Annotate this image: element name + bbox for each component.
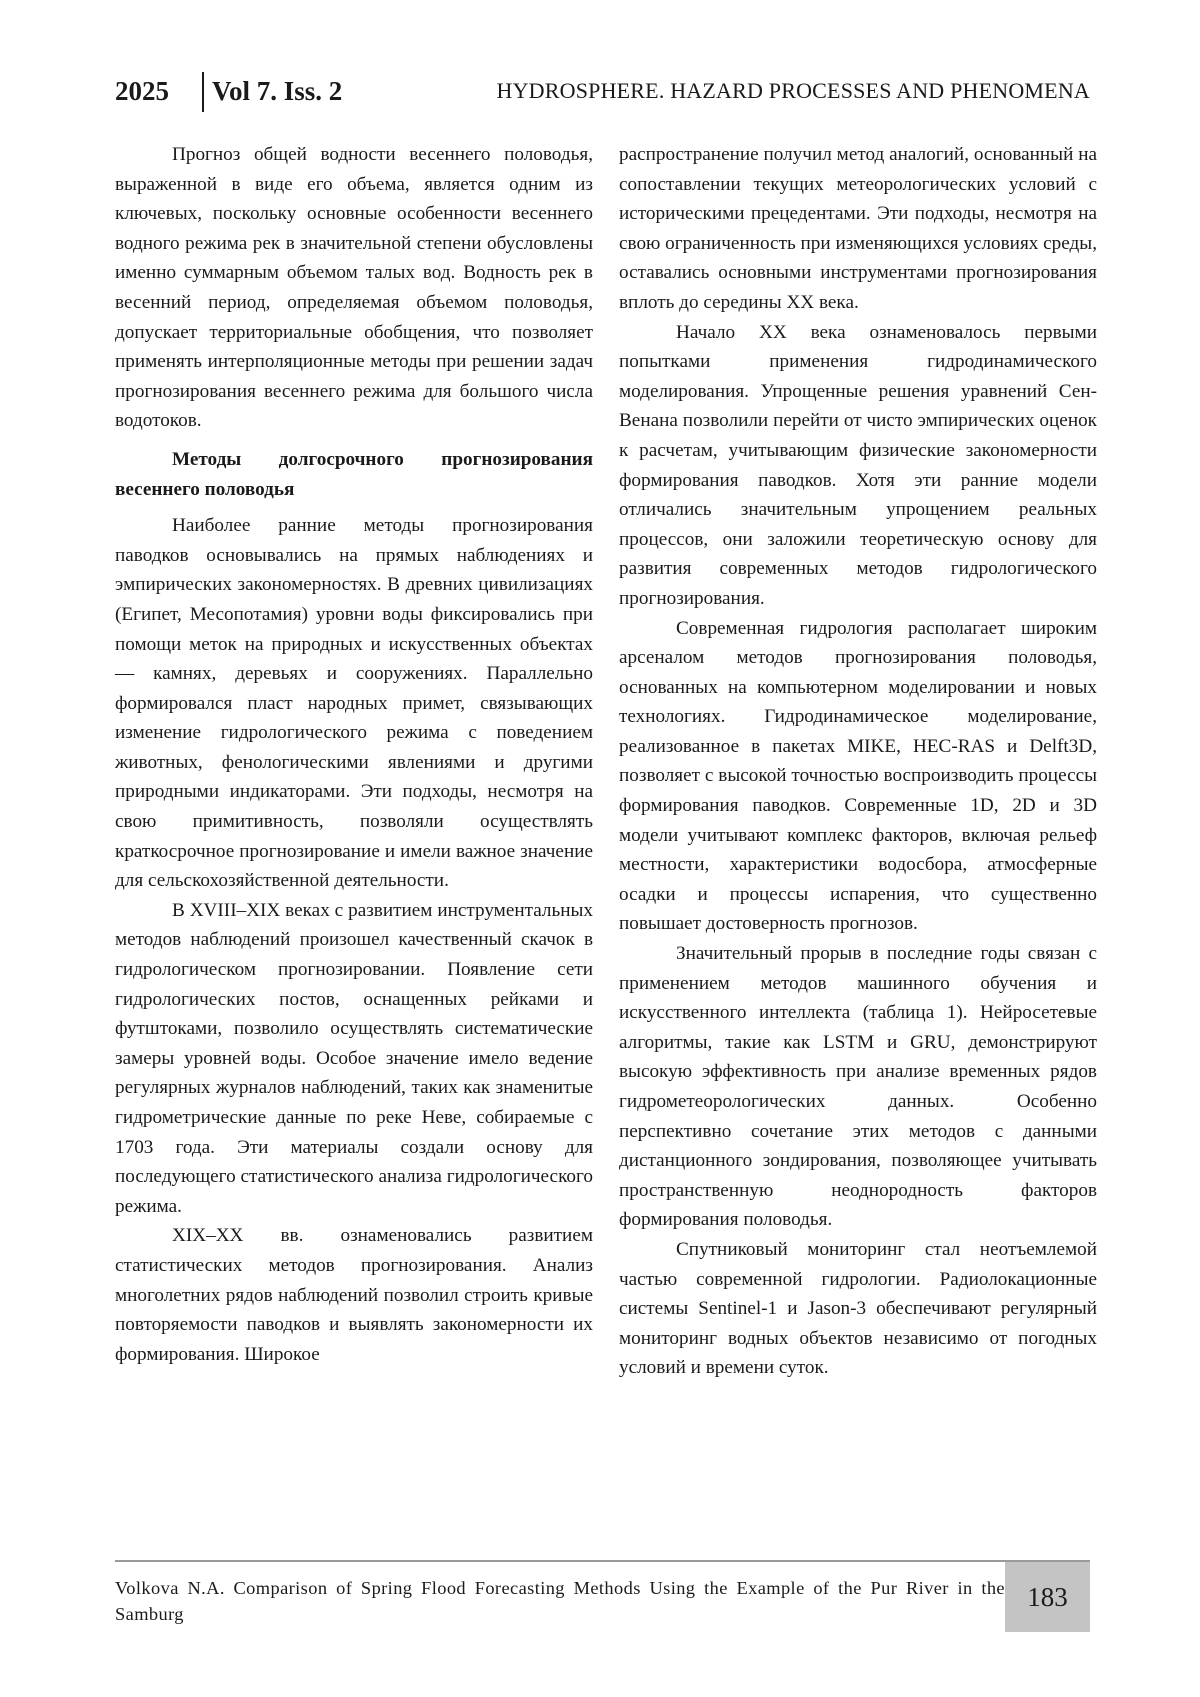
paragraph-satellite-monitoring: Спутниковый мониторинг стал неотъемлемой частью современной гидрологии. Радиолокационные системы Sentinel-1 и Jason-3 обеспечивают регулярный мониторинг водных объектов независимо от погодных условий и времени суток.: [619, 1238, 1097, 1379]
running-header: [115, 72, 1090, 112]
footer-rule: [115, 1560, 1090, 1562]
paragraph-spring-flood-volume: Прогноз общей водности весеннего половодья, выраженной в виде его объема, является одним из ключевых, поскольку основные особенности весеннего водного режима рек в значительной степени обусловлены именно суммарным объемом талых вод. Водность рек в весенний период, определяемая объемом половодья, допускает территориальные обобщения, что позволяет применять интерполяционные методы при решении задач прогнозирования весеннего режима для большого числа водотоков.: [115, 144, 593, 432]
right-column: [619, 140, 1097, 1383]
paragraph-18-19-century: В XVIII–XIX веках с развитием инструментальных методов наблюдений произошел качественный скачок в гидрологическом прогнозировании. Появление сети гидрологических постов, оснащенных рейками и футштоками, позволило осуществлять систематические замеры уровней воды. Особое значение имело ведение регулярных журналов наблюдений, таких как знаменитые гидрометрические данные по реке Неве, собираемые с 1703 года. Эти материалы создали основу для последующего статистического анализа гидрологического режима.: [115, 899, 593, 1217]
paragraph-hydrodynamic-modeling: Начало XX века ознаменовалось первыми попытками применения гидродинамического моделирования. Упрощенные решения уравнений Сен-Венана позволили перейти от чисто эмпирических оценок к расчетам, учитывающим физические закономерности формирования паводков. Хотя эти ранние модели отличались значительным упрощением реальных процессов, они заложили теоретическую основу для развития современных методов гидрологического прогнозирования.: [619, 321, 1097, 609]
footer-citation: Volkova N.A. Comparison of Spring Flood Forecasting Methods Using the Example of the Pur River in the Samburg: [115, 1578, 1005, 1624]
issue-year: 2025: [115, 76, 169, 106]
volume-issue: Vol 7. Iss. 2: [212, 76, 343, 106]
left-column: [115, 140, 593, 1369]
page-number: 183: [1005, 1562, 1090, 1632]
header-separator: [202, 72, 204, 112]
paragraph-early-methods: Наиболее ранние методы прогнозирования паводков основывались на прямых наблюдениях и эмпирических закономерностях. В древних цивилизациях (Египет, Месопотамия) уровни воды фиксировались при помощи меток на природных и искусственных объектах — камнях, деревьях и сооружениях. Параллельно формировался пласт народных примет, связывающих изменение гидрологического режима с поведением животных, фенологическими явлениями и другими природными индикаторами. Эти подходы, несмотря на свою примитивность, позволяли осуществлять краткосрочное прогнозирование и имели важное значение для сельскохозяйственной деятельности.: [115, 515, 593, 892]
section-heading: Методы долгосрочного прогнозирования весеннего половодья: [115, 448, 593, 500]
paragraph-modern-hydrology: Современная гидрология располагает широким арсеналом методов прогнозирования половодья, основанных на компьютерном моделировании и новых технологиях. Гидродинамическое моделирование, реализованное в пакетах MIKE, HEC-RAS и Delft3D, позволяет с высокой точностью воспроизводить процессы формирования паводков. Современные 1D, 2D и 3D модели учитывают комплекс факторов, включая рельеф местности, характеристики водосбора, атмосферные осадки и процессы испарения, что существенно повышает достоверность прогнозов.: [619, 617, 1097, 935]
paragraph-analog-method-continued: распространение получил метод аналогий, основанный на сопоставлении текущих метеорологических условий с историческими прецедентами. Эти подходы, несмотря на свою ограниченность при изменяющихся условиях среды, оставались основными инструментами прогнозирования вплоть до середины XX века.: [619, 144, 1097, 313]
paragraph-statistical-methods: XIX–XX вв. ознаменовались развитием статистических методов прогнозирования. Анализ многолетних рядов наблюдений позволил строить кривые повторяемости паводков и выявлять закономерности их формирования. Широкое: [115, 1225, 593, 1365]
paragraph-machine-learning: Значительный прорыв в последние годы связан с применением методов машинного обучения и искусственного интеллекта (таблица 1). Нейросетевые алгоритмы, такие как LSTM и GRU, демонстрируют высокую эффективность при анализе временных рядов гидрометеорологических данных. Особенно перспективно сочетание этих методов с данными дистанционного зондирования, позволяющее учитывать пространственную неоднородность факторов формирования половодья.: [619, 943, 1097, 1231]
journal-title: HYDROSPHERE. HAZARD PROCESSES AND PHENOMENA: [496, 78, 1090, 103]
